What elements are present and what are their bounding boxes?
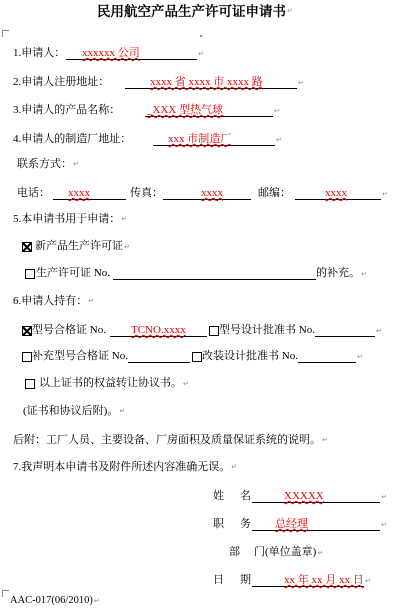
postcode-field[interactable] [295, 187, 381, 200]
registered-address-label: 2.申请人注册地址： [13, 76, 110, 88]
signature-date-line [213, 574, 371, 587]
supplemental-type-certificate-label: 补充型号合格证 No. [32, 350, 128, 362]
name-value: XXXXX [284, 490, 324, 502]
section5-heading: 5.本申请书用于申请： [13, 213, 121, 225]
postcode-value: xxxx [325, 187, 347, 199]
supplemental-certificate-line [22, 350, 363, 363]
type-certificate-line [22, 324, 382, 337]
modification-design-approval-label: 改装设计批准书 No. [202, 350, 298, 362]
paragraph-mark: ↵ [88, 297, 95, 305]
type-certificate-checkbox[interactable] [22, 326, 32, 336]
supplement-suffix: 的补充。 [316, 267, 360, 279]
postcode-label: 邮编： [258, 187, 291, 199]
department-label-first: 部 [229, 546, 240, 558]
contact-heading: 联系方式： [17, 158, 72, 170]
modification-design-approval-field[interactable] [298, 350, 356, 363]
fax-value: xxxx [201, 187, 223, 199]
transfer-agreement-checkbox[interactable] [25, 379, 35, 389]
department-label-second: 门(单位盖章) [254, 546, 317, 558]
paragraph-mark: ↵ [274, 107, 280, 115]
paragraph-mark: ↵ [198, 50, 204, 58]
new-certificate-checkbox[interactable] [22, 242, 32, 252]
date-field[interactable] [252, 574, 364, 587]
applicant-field[interactable] [66, 47, 197, 60]
paragraph-mark: ↵ [124, 243, 130, 251]
paragraph-mark: ↵ [381, 493, 387, 501]
position-field[interactable] [252, 518, 380, 531]
name-label-second: 名 [240, 490, 251, 502]
phone-value: xxxx [68, 187, 90, 199]
contact-heading-line [17, 157, 79, 171]
name-field[interactable] [252, 490, 380, 503]
date-label-first: 日 [213, 574, 224, 586]
applicant-label: 1.申请人： [13, 47, 66, 59]
paragraph-mark: ↵ [276, 136, 282, 144]
product-name-field[interactable] [145, 104, 273, 117]
signature-name-line [213, 490, 387, 503]
factory-address-field[interactable] [153, 133, 275, 146]
supplement-label: 生产许可证 No. [36, 267, 110, 279]
product-name-line [13, 104, 280, 117]
declaration-line [13, 460, 237, 474]
form-code: AAC-017(06/2010) [10, 595, 93, 606]
type-certificate-label: 型号合格证 No. [32, 324, 106, 336]
paragraph-mark: ↵ [287, 7, 293, 15]
attachment-note-line [23, 404, 125, 418]
attachments-line [13, 433, 328, 447]
paragraph-mark: ↵ [231, 463, 238, 471]
paragraph-mark: ↵ [183, 380, 189, 388]
paragraph-mark: ↵ [382, 190, 388, 198]
name-label-first: 姓 [213, 490, 224, 502]
new-certificate-label: 新产品生产许可证 [35, 240, 123, 252]
factory-address-value: xxx 市制造厂 [168, 133, 232, 145]
type-design-approval-checkbox[interactable] [209, 326, 219, 336]
registered-address-line [13, 76, 304, 89]
declaration-text: 7.我声明本申请书及附件所述内容准确无误。 [13, 461, 231, 473]
paragraph-mark: ↵ [381, 521, 387, 529]
contact-details-line [17, 187, 388, 200]
paragraph-mark: ↵ [322, 436, 328, 444]
paragraph-mark: ↵ [298, 79, 304, 87]
phone-field[interactable] [53, 187, 126, 200]
position-value: 总经理 [275, 518, 308, 530]
supplement-option [25, 267, 367, 280]
type-certificate-field[interactable] [110, 324, 207, 337]
type-certificate-value: TCNO.xxxx [131, 324, 186, 336]
paragraph-mark: ↵ [376, 327, 382, 335]
paragraph-mark: ↵ [73, 160, 79, 168]
crop-mark-top-left [2, 30, 9, 37]
supplemental-type-certificate-field[interactable] [128, 350, 190, 363]
title-line [97, 4, 293, 20]
paragraph-mark: ↵ [365, 577, 371, 585]
section5-heading-line [13, 212, 127, 226]
section6-heading: 6.申请人持有： [13, 295, 88, 307]
paragraph-mark: ↵ [357, 353, 363, 361]
position-label-second: 务 [240, 518, 251, 530]
transfer-agreement-label: 以上证书的权益转让协议书。 [39, 377, 182, 389]
fax-label: 传真： [130, 187, 163, 199]
applicant-value: xxxxxx 公司 [82, 47, 140, 59]
paragraph-mark: ↵ [119, 407, 126, 415]
paragraph-mark: ↵ [361, 270, 367, 278]
supplement-number-field[interactable] [113, 267, 316, 280]
section6-heading-line [13, 294, 94, 308]
paragraph-mark: ↵ [121, 215, 128, 223]
applicant-line [13, 47, 204, 60]
modification-design-approval-checkbox[interactable] [192, 352, 202, 362]
signature-department-line [229, 546, 323, 559]
new-certificate-option [22, 240, 130, 253]
factory-address-line [13, 133, 282, 146]
paragraph-mark: ↵ [93, 597, 100, 605]
supplemental-type-certificate-checkbox[interactable] [22, 352, 32, 362]
supplement-checkbox[interactable] [25, 269, 35, 279]
type-design-approval-label: 型号设计批准书 No. [219, 324, 315, 336]
registered-address-field[interactable] [125, 76, 297, 89]
registered-address-value: xxxx 省 xxxx 市 xxxx 路 [150, 76, 263, 88]
fax-field[interactable] [163, 187, 251, 200]
date-label-second: 期 [240, 574, 251, 586]
form-title: 民用航空产品生产许可证申请书 [97, 4, 286, 20]
form-code-line [10, 594, 100, 608]
stray-mark [200, 35, 202, 37]
transfer-agreement-line [25, 377, 189, 390]
product-name-value: _XXX 型热气球 [147, 104, 224, 116]
date-value: xx 年 xx 月 xx 日 [284, 574, 364, 586]
position-label-first: 职 [213, 518, 224, 530]
factory-address-label: 4.申请人的制造厂地址： [13, 133, 132, 145]
attachments-text: 后附：工厂人员、主要设备、厂房面积及质量保证系统的说明。 [13, 434, 321, 446]
phone-label: 电话： [17, 187, 50, 199]
crop-mark-bottom-left [2, 590, 9, 597]
product-name-label: 3.申请人的产品名称： [13, 104, 121, 116]
signature-position-line [213, 518, 387, 531]
attachment-note: (证书和协议后附)。 [23, 405, 119, 417]
paragraph-mark: ↵ [317, 549, 324, 557]
type-design-approval-field[interactable] [315, 324, 375, 337]
